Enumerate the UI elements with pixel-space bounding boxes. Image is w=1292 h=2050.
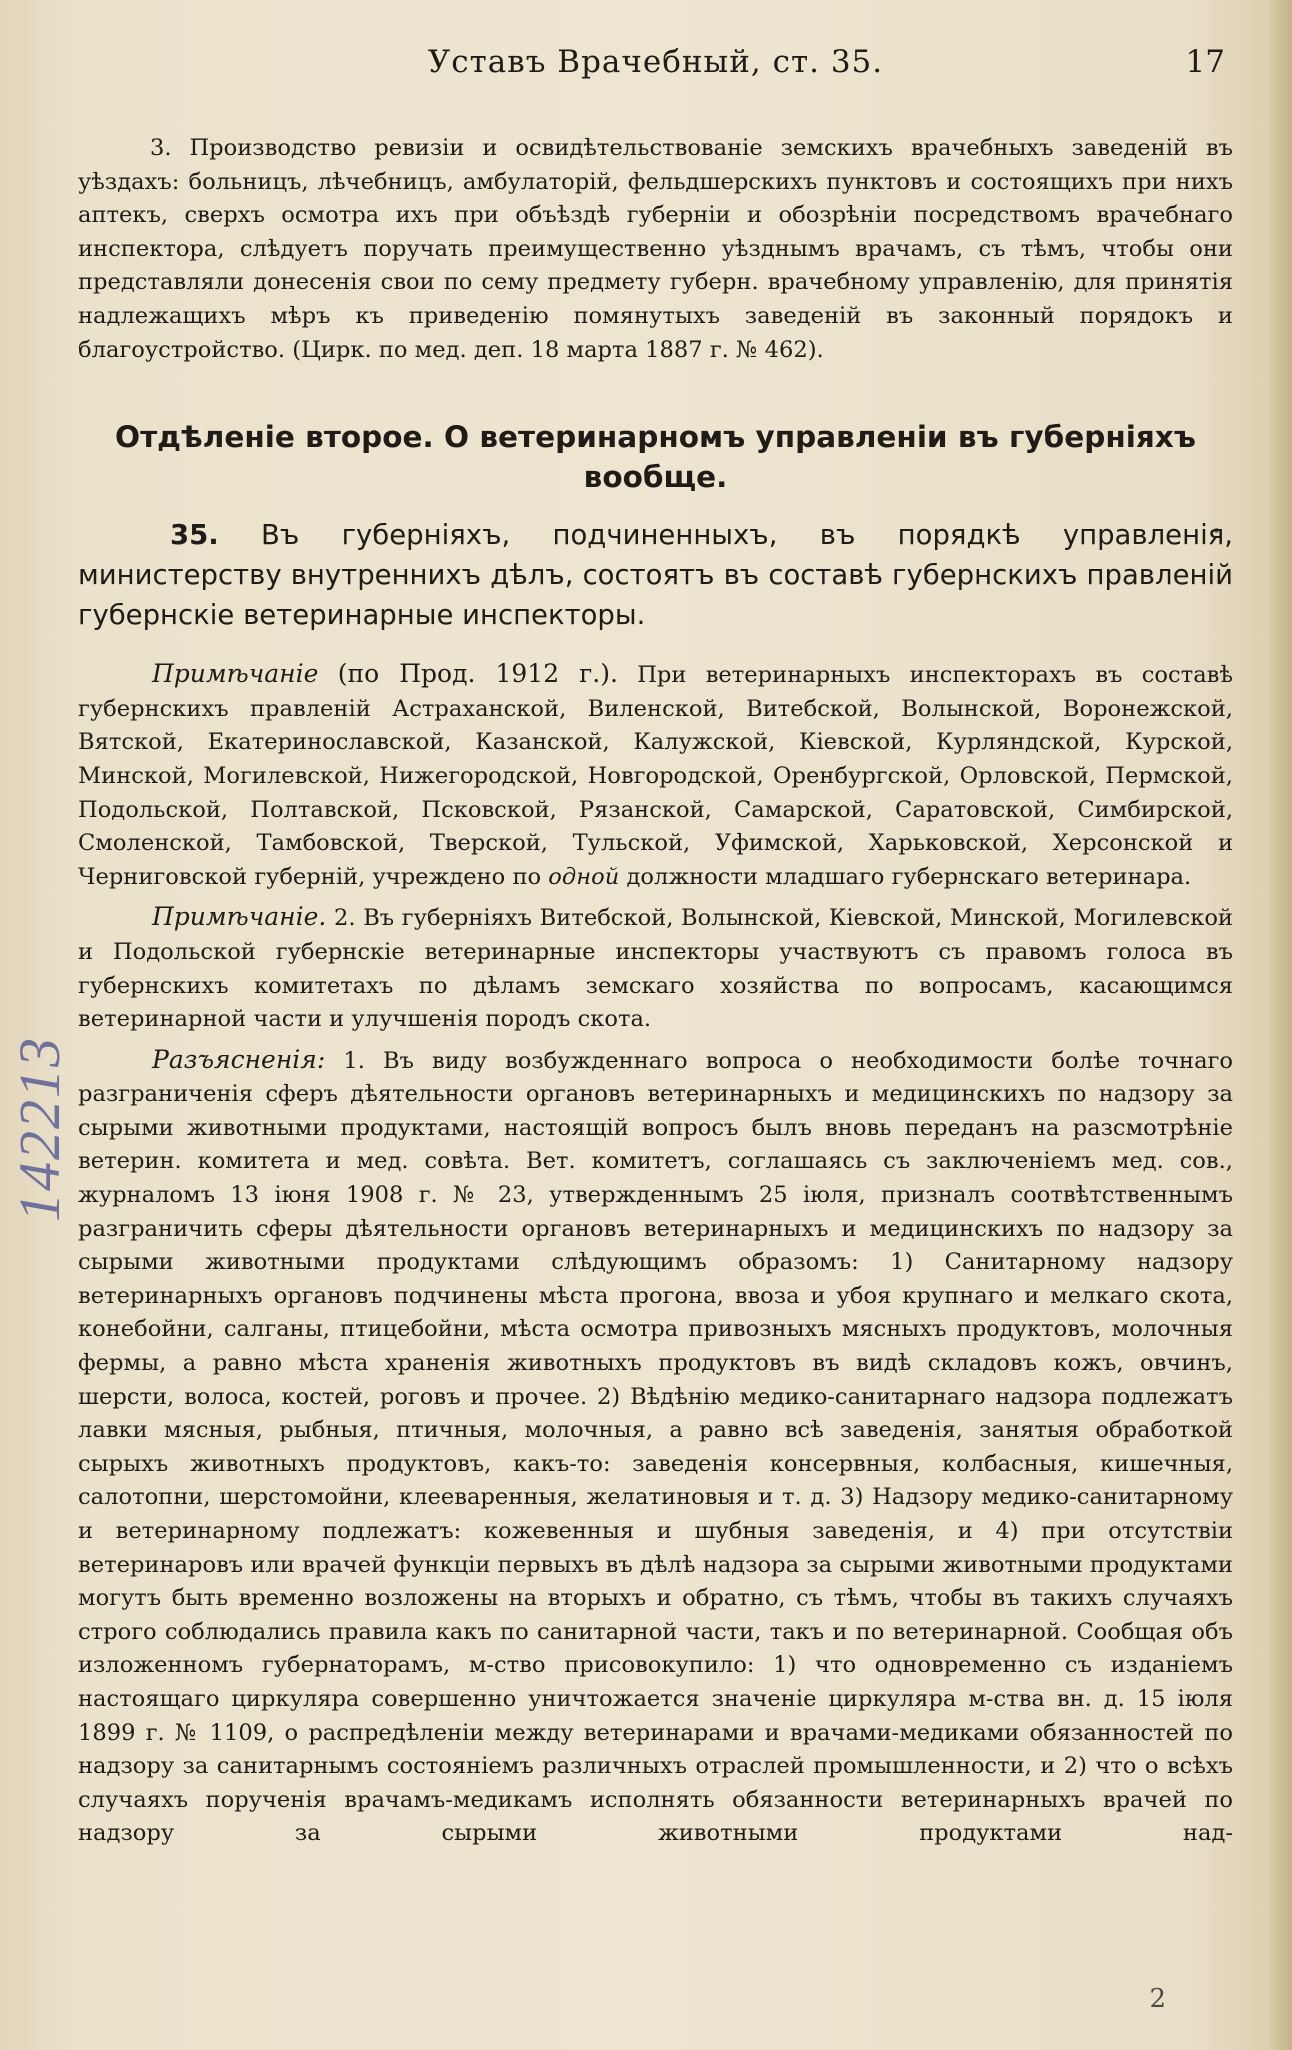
note-2-label: Примѣчаніе.	[152, 902, 327, 932]
clause-3-paragraph: 3. Производство ревизіи и освидѣтельствованіе земскихъ врачебныхъ заведеній въ уѣздахъ: больницъ, лѣчебницъ, амбулаторій, фельдшерскихъ пунктовъ и состоящихъ при нихъ аптекъ, сверхъ осмотра ихъ при объѣздѣ губерніи и обозрѣніи посредствомъ врачебнаго инспектора, слѣдуетъ поручать преимущественно уѣзднымъ врачамъ, съ тѣмъ, чтобы они представляли донесенія свои по сему предмету губерн. врачебному управленію, для принятія надлежащихъ мѣръ къ приведенію помянутыхъ заведеній въ законный порядокъ и благоустройство. (Цирк. по мед. деп. 18 марта 1887 г. № 462).	[78, 135, 1233, 363]
note-1-text-a: При ветеринарныхъ инспекторахъ въ составѣ губернскихъ правленій Астраханской, Виленской, Витебской, Волынской, Воронежской, Вятской, Екатеринославской, Казанской, Калужской, Кіевской, Курляндской, Курской, Минской, Могилевской, Нижегородской, Новгородской, Оренбургской, Орловской, Пермской, Подольской, Полтавской, Псковской, Рязанской, Самарской, Саратовской, Симбирской, Смоленской, Тамбовской, Тверской, Тульской, Уфимской, Харьковской, Херсонской и Черниговской губерній, учреждено по	[78, 662, 1234, 890]
note-1-label: Примѣчаніе	[152, 659, 319, 689]
note-1-emphasis: одной	[548, 863, 620, 890]
note-1-paragraph	[78, 657, 1233, 894]
section-heading: Отдѣленіе второе. О ветеринарномъ управленіи въ губерніяхъ вообще.	[115, 420, 1196, 495]
signature-mark: 2	[1149, 1984, 1166, 2014]
article-number: 35.	[170, 519, 219, 552]
running-header	[78, 0, 1233, 80]
explanations-text: 1. Въ виду возбужденнаго вопроса о необходимости болѣе точнаго разграниченія сферъ дѣятельности органовъ ветеринарныхъ и медицинскихъ по надзору за сырыми животными продуктами, настоящій вопросъ былъ вновь переданъ на разсмотрѣніе ветерин. комитета и мед. совѣта. Вет. комитетъ, соглашаясь съ заключеніемъ мед. сов., журналомъ 13 іюня 1908 г. № 23, утвержденнымъ 25 іюля, призналъ соотвѣтственнымъ разграничить сферы дѣятельности органовъ ветеринарныхъ и медицинскихъ по надзору за сырыми животными продуктами слѣдующимъ образомъ: 1) Санитарному надзору ветеринарныхъ органовъ подчинены мѣста прогона, ввоза и убоя крупнаго и мелкаго скота, конебойни, салганы, птицебойни, мѣста осмотра привозныхъ мясныхъ продуктовъ, молочныя фермы, а равно мѣста храненія животныхъ продуктовъ въ видѣ складовъ кожъ, овчинъ, шерсти, волоса, костей, роговъ и прочее. 2) Вѣдѣнію медико-санитарнаго надзора подлежатъ лавки мясныя, рыбныя, птичныя, молочныя, а равно всѣ заведенія, занятыя обработкой сырыхъ животныхъ продуктовъ, какъ-то: заведенія консервныя, колбасныя, кишечныя, салотопни, шерстомойни, клееваренныя, желатиновыя и т. д. 3) Надзору медико-санитарному и ветеринарному подлежатъ: кожевенныя и шубныя заведенія, и 4) при отсутствіи ветеринаровъ или врачей функціи первыхъ въ дѣлѣ надзора за сырыми животными продуктами могутъ быть временно возложены на вторыхъ и обратно, съ тѣмъ, чтобы въ такихъ случаяхъ строго соблюдались правила какъ по санитарной части, такъ и по ветеринарной. Сообщая объ изложенномъ губернаторамъ, м-ство присовокупило: 1) что одновременно съ изданіемъ настоящаго циркуляра совершенно уничтожается значеніе циркуляра м-ства вн. д. 15 іюля 1899 г. № 1109, о распредѣленіи между ветеринарами и врачами-медиками обязанностей по надзору за санитарнымъ состояніемъ различныхъ отраслей промышленности, и 2) что о всѣхъ случаяхъ порученія врачамъ-медикамъ исполнять обязанности ветеринарныхъ врачей по надзору за сырыми животными продуктами над-	[78, 1047, 1234, 1847]
article-35-text: Въ губерніяхъ, подчиненныхъ, въ порядкѣ управленія, министерству внутреннихъ дѣлъ, состоятъ въ составѣ губернскихъ правленій губернскіе ветеринарные инспекторы.	[78, 519, 1233, 632]
note-1-reference: (по Прод. 1912 г.).	[337, 659, 618, 689]
inventory-number-stamp: 142213	[7, 1036, 72, 1222]
page-number: 17	[1185, 44, 1225, 80]
explanations-label: Разъясненія:	[152, 1044, 326, 1074]
note-1-text-b: должности младшаго губернскаго ветеринара.	[626, 863, 1192, 890]
note-2-paragraph	[78, 900, 1233, 1036]
running-title: Уставъ Врачебный, ст. 35.	[427, 44, 884, 80]
article-35-paragraph	[78, 515, 1233, 635]
page-edge	[1270, 0, 1292, 2050]
explanations-paragraph	[78, 1043, 1233, 1851]
page-content	[78, 0, 1233, 1851]
note-2-text: 2. Въ губерніяхъ Витебской, Волынской, Кіевской, Минской, Могилевской и Подольской губернскіе ветеринарные инспекторы участвуютъ съ правомъ голоса въ губернскихъ комитетахъ по дѣламъ земскаго хозяйства по вопросамъ, касающимся ветеринарной части и улучшенія породъ скота.	[78, 905, 1233, 1033]
